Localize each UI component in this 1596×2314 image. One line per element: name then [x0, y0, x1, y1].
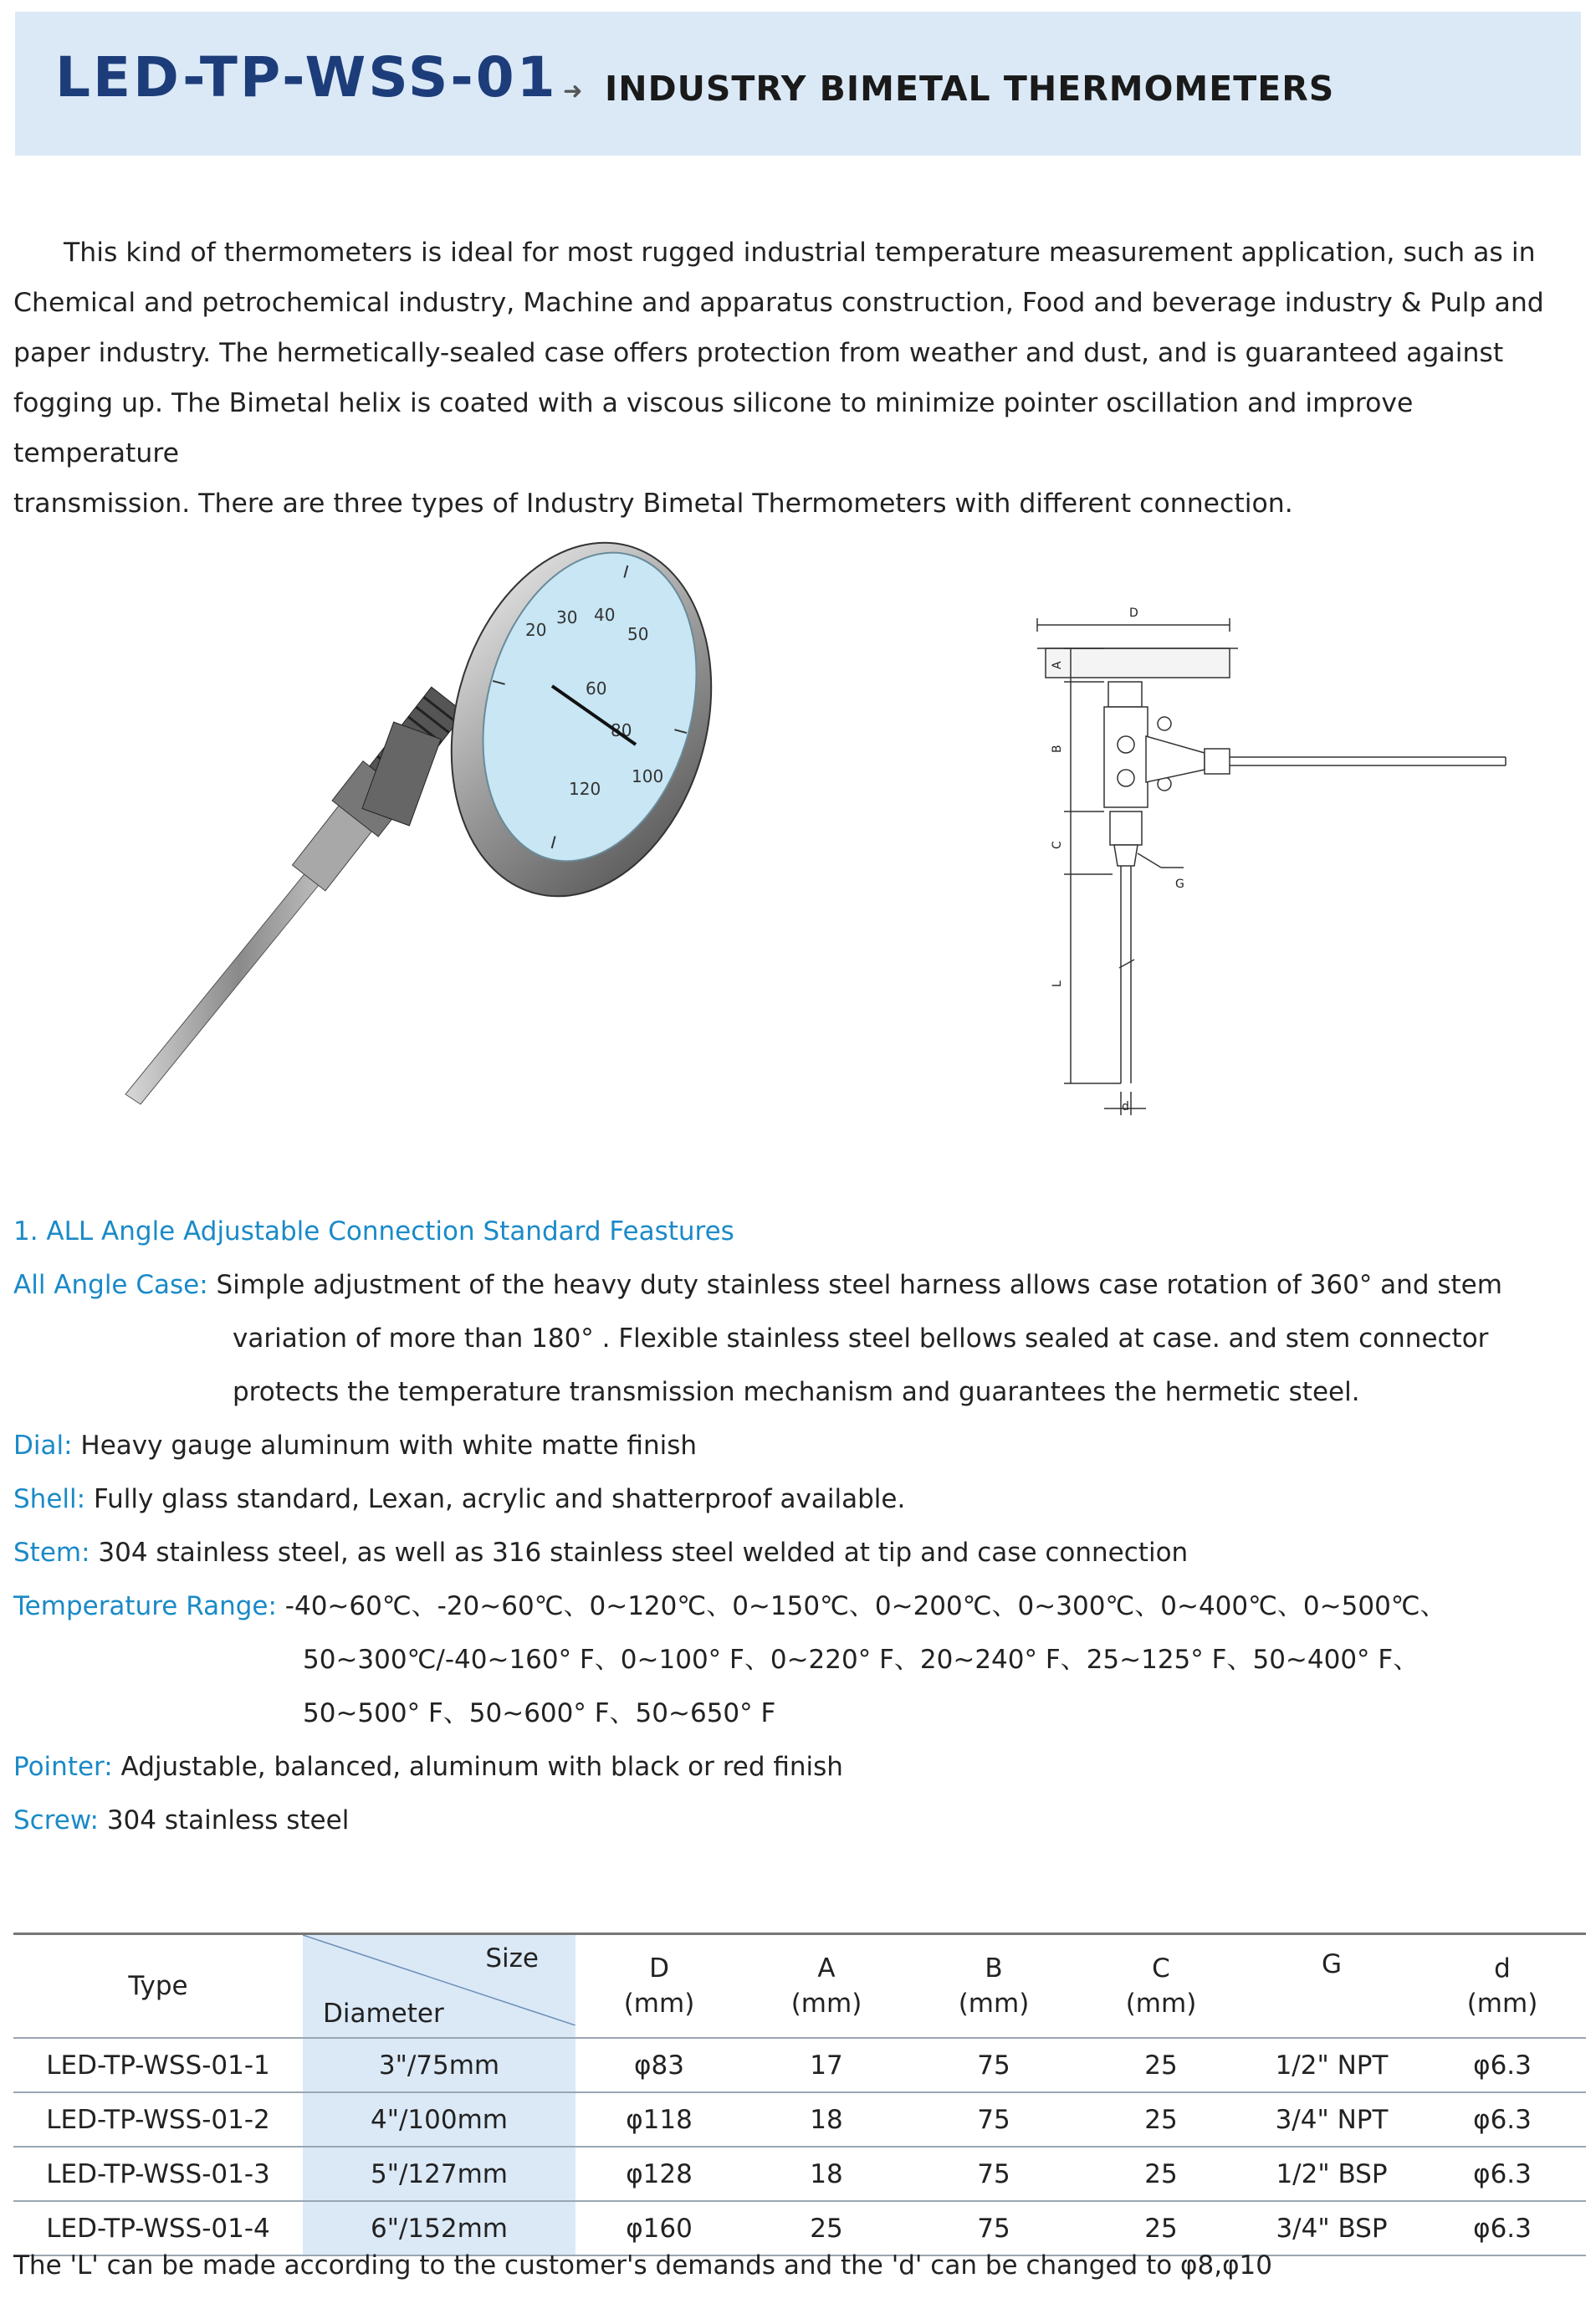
- feature-label: All Angle Case:: [13, 1270, 208, 1300]
- header-d: [1419, 1934, 1586, 2039]
- cell-type: LED-TP-WSS-01-1: [13, 2038, 303, 2092]
- cell-G: 1/2" NPT: [1245, 2038, 1419, 2092]
- cell-C: 25: [1077, 2147, 1245, 2201]
- dial-number: 20: [525, 620, 547, 640]
- dial-number: 50: [627, 624, 649, 644]
- cell-B: 75: [910, 2147, 1077, 2201]
- cell-type: LED-TP-WSS-01-2: [13, 2092, 303, 2147]
- cell-A: 17: [743, 2038, 910, 2092]
- table-header-row: [13, 1934, 1586, 2039]
- cell-B: 75: [910, 2038, 1077, 2092]
- dial-number: 30: [556, 607, 578, 627]
- dial-number: 80: [611, 720, 632, 740]
- feature-temperature-cont: 50~500° F、50~600° F、50~650° F: [303, 1698, 776, 1728]
- feature-temperature-cont: 50~300℃/-40~160° F、0~100° F、0~220° F、20~240° F、25~125° F、50~400° F、: [303, 1645, 1420, 1675]
- cell-A: 18: [743, 2147, 910, 2201]
- intro-paragraph: This kind of thermometers is ideal for most rugged industrial temperature measurement application, such as in Chemical and petrochemical industry, Machine and apparatus construction, Food and beverage industry & Pulp and paper industry. The hermetically-sealed case offers protection from weather and dust, and is guaranteed against fogging up. The Bimetal helix is coated with a viscous silicone to minimize pointer oscillation and improve temperature transmission. There are three types of Industry Bimetal Thermometers with different connection.: [13, 238, 1544, 519]
- cell-d: φ6.3: [1419, 2147, 1586, 2201]
- feature-temperature: [13, 1579, 1586, 1633]
- cell-diameter: 6"/152mm: [303, 2201, 575, 2255]
- cell-D: φ83: [575, 2038, 743, 2092]
- feature-text: 304 stainless steel, as well as 316 stainless steel welded at tip and case connection: [98, 1538, 1189, 1568]
- footnote: The 'L' can be made according to the customer's demands and the 'd' can be changed to φ8,φ10: [13, 2250, 1272, 2281]
- cell-G: 1/2" BSP: [1245, 2147, 1419, 2201]
- feature-label: Shell:: [13, 1484, 86, 1514]
- feature-pointer: [13, 1740, 1586, 1794]
- label-d: d: [1122, 1100, 1129, 1113]
- dial-number: 60: [586, 678, 607, 699]
- table-row: [13, 2038, 1586, 2092]
- features-section: [13, 1205, 1586, 1847]
- table-row: [13, 2201, 1586, 2255]
- page-title: INDUSTRY BIMETAL THERMOMETERS: [605, 69, 1335, 109]
- feature-label: Temperature Range:: [13, 1591, 277, 1621]
- dimension-drawing: [979, 598, 1522, 1134]
- cell-C: 25: [1077, 2201, 1245, 2255]
- header-A-label: A: [817, 1953, 836, 1984]
- cell-D: φ118: [575, 2092, 743, 2147]
- header-C-label: C: [1152, 1953, 1170, 1984]
- section-title: 1. ALL Angle Adjustable Connection Standard Feastures: [13, 1216, 734, 1247]
- label-B: B: [1051, 745, 1064, 753]
- feature-label: Stem:: [13, 1538, 90, 1568]
- chevron-right-icon: ➜: [563, 77, 583, 105]
- spec-table: [13, 1933, 1586, 2256]
- cell-A: 18: [743, 2092, 910, 2147]
- header-unit: (mm): [1125, 1989, 1197, 2019]
- label-D: D: [1129, 607, 1138, 620]
- header-B: [910, 1934, 1077, 2039]
- header-unit: (mm): [623, 1989, 695, 2019]
- feature-text: -40~60℃、-20~60℃、0~120℃、0~150℃、0~200℃、0~300℃、0~400℃、0~500℃、: [284, 1591, 1446, 1621]
- cell-C: 25: [1077, 2092, 1245, 2147]
- feature-stem: [13, 1526, 1586, 1579]
- cell-type: LED-TP-WSS-01-4: [13, 2201, 303, 2255]
- header-B-label: B: [985, 1953, 1003, 1984]
- feature-text: Adjustable, balanced, aluminum with black or red finish: [120, 1752, 843, 1782]
- header-A: [743, 1934, 910, 2039]
- feature-text: Fully glass standard, Lexan, acrylic and shatterproof available.: [93, 1484, 906, 1514]
- label-A: A: [1051, 661, 1064, 669]
- cell-D: φ160: [575, 2201, 743, 2255]
- cell-d: φ6.3: [1419, 2201, 1586, 2255]
- cell-G: 3/4" BSP: [1245, 2201, 1419, 2255]
- header-diameter: Diameter: [323, 1999, 444, 2029]
- cell-A: 25: [743, 2201, 910, 2255]
- cell-type: LED-TP-WSS-01-3: [13, 2147, 303, 2201]
- thermometer-photo: [100, 535, 736, 1121]
- dial-number: 40: [594, 605, 616, 625]
- feature-text: 304 stainless steel: [106, 1805, 350, 1835]
- feature-all-angle: [13, 1258, 1586, 1312]
- header-banner: [15, 12, 1581, 156]
- header-d-label: d: [1494, 1953, 1511, 1984]
- cell-D: φ128: [575, 2147, 743, 2201]
- cell-G: 3/4" NPT: [1245, 2092, 1419, 2147]
- label-C: C: [1051, 841, 1064, 849]
- feature-label: Dial:: [13, 1431, 73, 1461]
- feature-label: Screw:: [13, 1805, 99, 1835]
- cell-B: 75: [910, 2201, 1077, 2255]
- cell-diameter: 5"/127mm: [303, 2147, 575, 2201]
- dial-number: 120: [569, 779, 601, 799]
- cell-d: φ6.3: [1419, 2038, 1586, 2092]
- header-size: Size: [485, 1943, 539, 1974]
- label-G: G: [1175, 878, 1184, 891]
- cell-C: 25: [1077, 2038, 1245, 2092]
- table-row: [13, 2147, 1586, 2201]
- header-D: [575, 1934, 743, 2039]
- feature-text: Simple adjustment of the heavy duty stainless steel harness allows case rotation of 360° and stem: [216, 1270, 1502, 1300]
- cell-diameter: 3"/75mm: [303, 2038, 575, 2092]
- feature-shell: [13, 1472, 1586, 1526]
- header-unit: (mm): [958, 1989, 1030, 2019]
- header-D-label: D: [649, 1953, 669, 1984]
- header-unit: (mm): [790, 1989, 862, 2019]
- feature-dial: [13, 1419, 1586, 1472]
- header-C: [1077, 1934, 1245, 2039]
- header-type: Type: [13, 1934, 303, 2039]
- cell-diameter: 4"/100mm: [303, 2092, 575, 2147]
- dial-number: 100: [632, 766, 664, 786]
- cell-B: 75: [910, 2092, 1077, 2147]
- table-row: [13, 2092, 1586, 2147]
- header-unit: (mm): [1466, 1989, 1538, 2019]
- header-G: [1245, 1934, 1419, 2039]
- feature-text: Heavy gauge aluminum with white matte finish: [80, 1431, 698, 1461]
- header-G-label: G: [1321, 1949, 1343, 1979]
- header-size-diameter: [303, 1934, 575, 2039]
- feature-label: Pointer:: [13, 1752, 113, 1782]
- feature-all-angle-cont: variation of more than 180° . Flexible stainless steel bellows sealed at case. and stem connector: [233, 1323, 1489, 1354]
- feature-screw: [13, 1794, 1586, 1847]
- label-L: L: [1051, 980, 1064, 987]
- cell-d: φ6.3: [1419, 2092, 1586, 2147]
- feature-all-angle-cont: protects the temperature transmission mechanism and guarantees the hermetic steel.: [233, 1377, 1360, 1407]
- product-model: LED-TP-WSS-01: [55, 45, 558, 110]
